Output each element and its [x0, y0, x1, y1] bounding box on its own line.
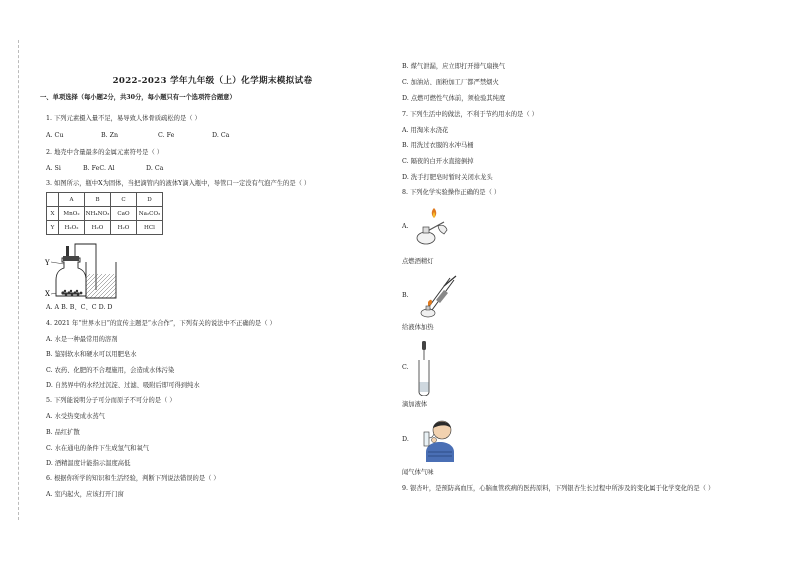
q5-option-b: B. 品红扩散 [46, 429, 80, 436]
heating-liquid-figure [414, 270, 460, 320]
q2-option-a: A. Si [46, 165, 61, 172]
q4-option-d: D. 自然界中的水经过沉淀、过滤、吸附后即可得到纯水 [46, 382, 200, 389]
question-3: 3. 如图所示，瓶中X为固体，当把滴管内的液体Y滴入瓶中，导管口一定没有气泡产生的是（ ） [46, 180, 311, 187]
label-x: X [45, 290, 50, 298]
table-cell: H₂O [85, 221, 111, 235]
table-cell: D [137, 193, 163, 207]
q1-option-c: C. Fe [158, 132, 175, 139]
q6-option-b: B. 煤气泄漏，应立即打开排气扇换气 [402, 63, 506, 70]
q8-option-c-caption: 滴加液体 [402, 401, 428, 408]
q5-option-c: C. 水在通电的条件下生成氢气和氧气 [46, 445, 150, 452]
table-cell: X [47, 207, 59, 221]
q7-option-c: C. 隔夜的白开水直接倒掉 [402, 158, 474, 165]
question-1: 1. 下列元素摄入量不足，易导致人体骨质疏松的是（ ） [46, 115, 201, 122]
q4-option-a: A. 水是一种最常用的溶剂 [46, 336, 118, 343]
q3-options: A. A B. B、C、C D. D [46, 304, 113, 311]
q4-option-c: C. 农药、化肥的不合理施用，会造成水体污染 [46, 367, 175, 374]
table-cell: B [85, 193, 111, 207]
q8-option-a-caption: 点燃酒精灯 [402, 258, 434, 265]
q6-option-c: C. 加油站、面粉加工厂都严禁烟火 [402, 79, 499, 86]
table-row [47, 221, 163, 235]
table-cell: Y [47, 221, 59, 235]
table-cell: H₂O [111, 221, 137, 235]
q7-option-b: B. 用洗过衣服的水冲马桶 [402, 142, 474, 149]
q8-option-b-caption: 给液体加热 [402, 324, 434, 331]
table-cell: Na₂CO₃ [137, 207, 163, 221]
label-y: Y [45, 259, 50, 267]
table-cell [47, 193, 59, 207]
q1-option-d: D. Ca [212, 132, 230, 139]
question-2: 2. 地壳中含量最多的金属元素符号是（ ） [46, 149, 164, 156]
dropping-liquid-figure [416, 340, 432, 396]
q8-option-a-letter: A. [402, 223, 409, 230]
q7-option-d: D. 洗手打肥皂时暂时关闭水龙头 [402, 174, 493, 181]
question-9: 9. 银杏叶，是预防高血压，心脑血管疾病的医药原料，下列银杏生长过程中所涉及的变化属于化学变化的是（ ） [402, 485, 715, 492]
question-5: 5. 下列能说明分子可分而原子不可分的是（ ） [46, 397, 176, 404]
question-7: 7. 下列生活中的做法，不利于节约用水的是（ ） [402, 111, 538, 118]
table-cell: A [59, 193, 85, 207]
q4-option-b: B. 鉴别软水和硬水可以用肥皂水 [46, 351, 137, 358]
question-6: 6. 根据你所学的知识和生活经验，判断下列说法错误的是（ ） [46, 475, 220, 482]
q8-option-d-caption: 闻气体气味 [402, 469, 434, 476]
smelling-gas-figure [418, 416, 462, 462]
q6-option-d: D. 点燃可燃性气体前，须检验其纯度 [402, 95, 506, 102]
q8-option-d-letter: D. [402, 436, 409, 443]
table-cell: CaO [111, 207, 137, 221]
question-4: 4. 2021 年“世界水日”的宣传主题是“水合作”，下列有关的说法中不正确的是（ ） [46, 320, 276, 327]
q5-option-a: A. 水受热变成水蒸气 [46, 413, 105, 420]
q3-table [46, 192, 163, 235]
q1-option-a: A. Cu [46, 132, 64, 139]
question-8: 8. 下列化学实验操作正确的是（ ） [402, 189, 501, 196]
table-header-row [47, 193, 163, 207]
q8-option-c-letter: C. [402, 364, 409, 371]
q7-option-a: A. 用淘米水浇花 [402, 127, 449, 134]
q6-option-a: A. 室内起火，应该打开门窗 [46, 491, 124, 498]
q5-option-d: D. 酒精温度计能指示温度高低 [46, 460, 131, 467]
q8-option-b-letter: B. [402, 292, 409, 299]
q3-apparatus-figure [42, 238, 142, 302]
table-cell: C [111, 193, 137, 207]
q2-option-bc: B. FeC. Al [83, 165, 115, 172]
binding-line [18, 40, 19, 520]
table-cell: MnO₂ [59, 207, 85, 221]
table-cell: HCl [137, 221, 163, 235]
q1-option-b: B. Zn [101, 132, 119, 139]
table-row [47, 207, 163, 221]
table-cell: H₂O₂ [59, 221, 85, 235]
page-title: 2022-2023 学年九年级（上）化学期末模拟试卷 [112, 76, 313, 86]
section-heading: 一、单项选择（每小题2分，共30分，每小题只有一个选项符合题意） [40, 94, 236, 101]
alcohol-lamp-lighting-figure [414, 204, 452, 248]
q2-option-d: D. Ca [146, 165, 164, 172]
table-cell: NH₄NO₃ [85, 207, 111, 221]
